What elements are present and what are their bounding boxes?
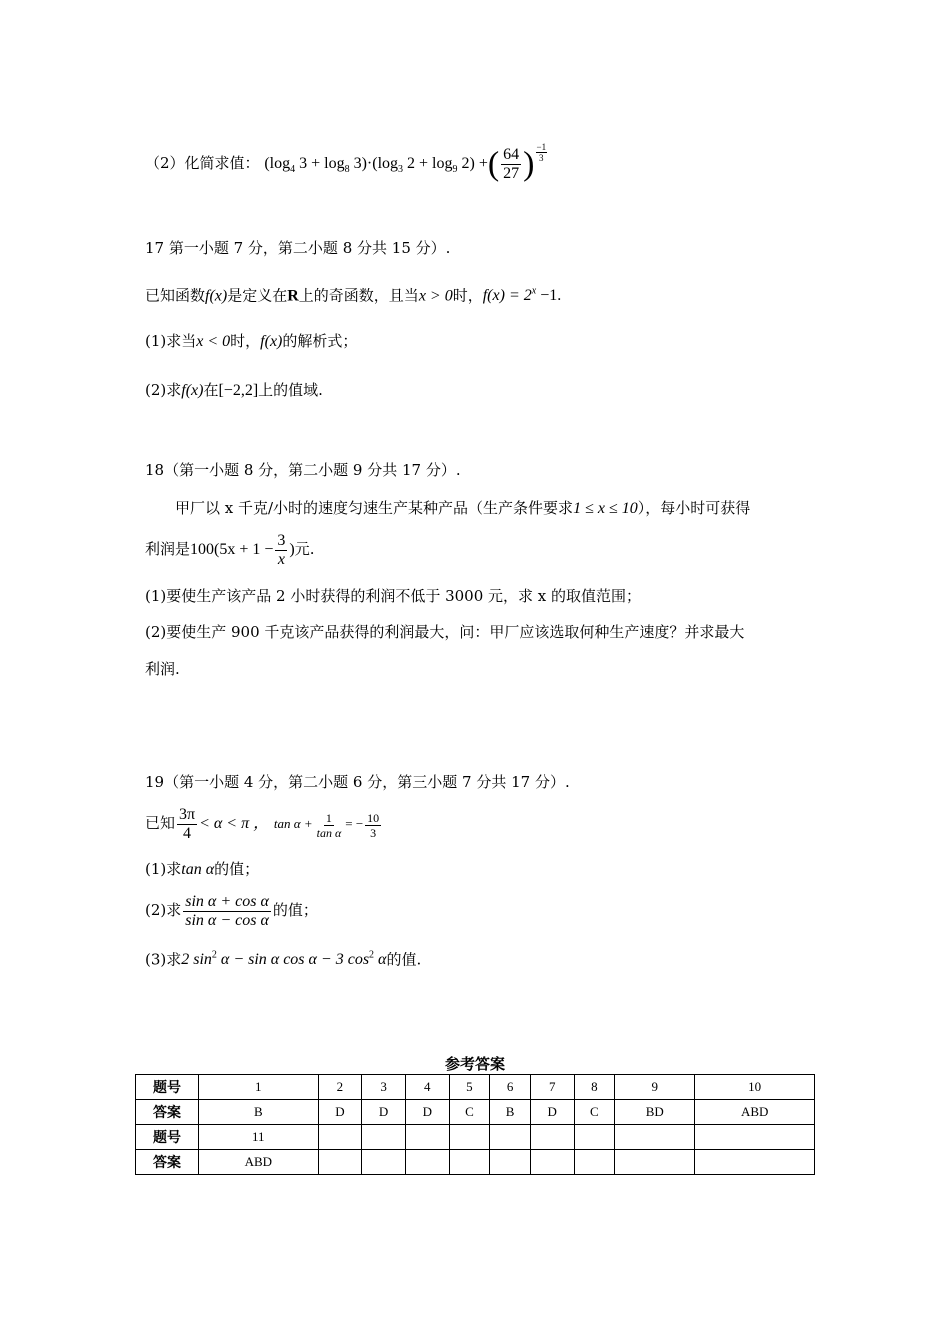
q19-part3: (3)求2 $\sin^2 \alpha - \sin \alpha$ cos α − 3 $\cos^2 \alpha$的值. — [145, 950, 422, 969]
table-cell: 4 — [405, 1075, 449, 1100]
table-cell — [449, 1150, 490, 1175]
table-cell — [530, 1125, 574, 1150]
table-cell: B — [199, 1100, 319, 1125]
table-cell: B — [490, 1100, 531, 1125]
table-cell: 2 — [318, 1075, 362, 1100]
q17-heading: 17 第一小题 7 分，第二小题 8 分共 15 分）. — [145, 239, 451, 257]
q19-heading: 19（第一小题 4 分，第二小题 6 分，第三小题 7 分共 17 分）. — [145, 773, 570, 791]
table-cell — [574, 1125, 615, 1150]
table-cell: 11 — [199, 1125, 319, 1150]
table-cell — [405, 1150, 449, 1175]
table-cell: 9 — [615, 1075, 695, 1100]
table-row — [136, 1075, 815, 1100]
q19-part1: (1)求tan α的值； — [145, 860, 260, 878]
table-cell: D — [405, 1100, 449, 1125]
table-cell: C — [449, 1100, 490, 1125]
q16-part2-expression: ($\log_4$ $3 + \log_8 3)\cdot(\log_3$ $2 + \log_9 2$) +( $\frac{64}{27}$ ) $\frac{-1}{3}$ — [264, 142, 547, 183]
row-label: 题号 — [136, 1075, 199, 1100]
table-cell — [362, 1125, 406, 1150]
table-cell: 7 — [530, 1075, 574, 1100]
table-cell: 10 — [695, 1075, 815, 1100]
q19-part2: (2)求 $\frac{\text{sin α + cos α}}{\text{sin α − cos α}}$ 的值； — [145, 893, 318, 929]
table-cell: 3 — [362, 1075, 406, 1100]
answers-title: 参考答案 — [444, 1055, 505, 1073]
table-cell: ABD — [695, 1100, 815, 1125]
table-cell: 1 — [199, 1075, 319, 1100]
table-cell — [530, 1150, 574, 1175]
table-row — [136, 1100, 815, 1125]
table-cell — [695, 1125, 815, 1150]
q17-part1: (1)求当x < 0时，f(x)的解析式； — [145, 332, 358, 350]
table-cell: D — [530, 1100, 574, 1125]
q17-part2: (2)求f(x)在[−2,2]上的值域. — [145, 381, 323, 399]
table-cell: 6 — [490, 1075, 531, 1100]
q18-part2-line2: 利润. — [145, 660, 180, 678]
table-cell: 8 — [574, 1075, 615, 1100]
q18-heading: 18（第一小题 8 分，第二小题 9 分共 17 分）. — [145, 461, 461, 479]
table-cell — [318, 1125, 362, 1150]
table-row — [136, 1150, 815, 1175]
table-cell — [574, 1150, 615, 1175]
table-cell — [695, 1150, 815, 1175]
table-cell: C — [574, 1100, 615, 1125]
table-cell: D — [318, 1100, 362, 1125]
table-cell — [615, 1125, 695, 1150]
q16-part2 — [145, 142, 547, 183]
table-cell — [490, 1125, 531, 1150]
table-cell: ABD — [199, 1150, 319, 1175]
table-cell: BD — [615, 1100, 695, 1125]
q16-part2-label: （2）化简求值： — [145, 154, 260, 172]
row-label: 题号 — [136, 1125, 199, 1150]
table-cell — [449, 1125, 490, 1150]
q18-part2-line1: (2)要使生产 900 千克该产品获得的利润最大，问：甲厂应该选取何种生产速度？并求最大 — [145, 623, 745, 641]
q18-stem-line2: 利润是100(5x + 1 − $\frac{3}{x}$ )元. — [145, 532, 315, 568]
q17-stem: 已知函数f(x)是定义在R上的奇函数，且当x > 0时，$f(x) = 2^x -1$. — [145, 286, 562, 305]
row-label: 答案 — [136, 1150, 199, 1175]
q18-stem-line1: 甲厂以 x 千克/小时的速度匀速生产某种产品（生产条件要求1 ≤ x ≤ 10），每小时可获得 — [175, 499, 751, 517]
table-cell — [615, 1150, 695, 1175]
row-label: 答案 — [136, 1100, 199, 1125]
q19-stem: 已知 $\frac{3\pi}{4}$ < α < π ， tan α + $\frac{1}{\text{tan α}}$ = − $\frac{10}{3}$ — [145, 806, 380, 842]
answers-table — [135, 1074, 815, 1175]
table-row — [136, 1125, 815, 1150]
table-cell — [405, 1125, 449, 1150]
table-cell — [318, 1150, 362, 1175]
table-cell: 5 — [449, 1075, 490, 1100]
table-cell — [362, 1150, 406, 1175]
q18-part1: (1)要使生产该产品 2 小时获得的利润不低于 3000 元，求 x 的取值范围； — [145, 587, 642, 605]
table-cell — [490, 1150, 531, 1175]
table-cell: D — [362, 1100, 406, 1125]
